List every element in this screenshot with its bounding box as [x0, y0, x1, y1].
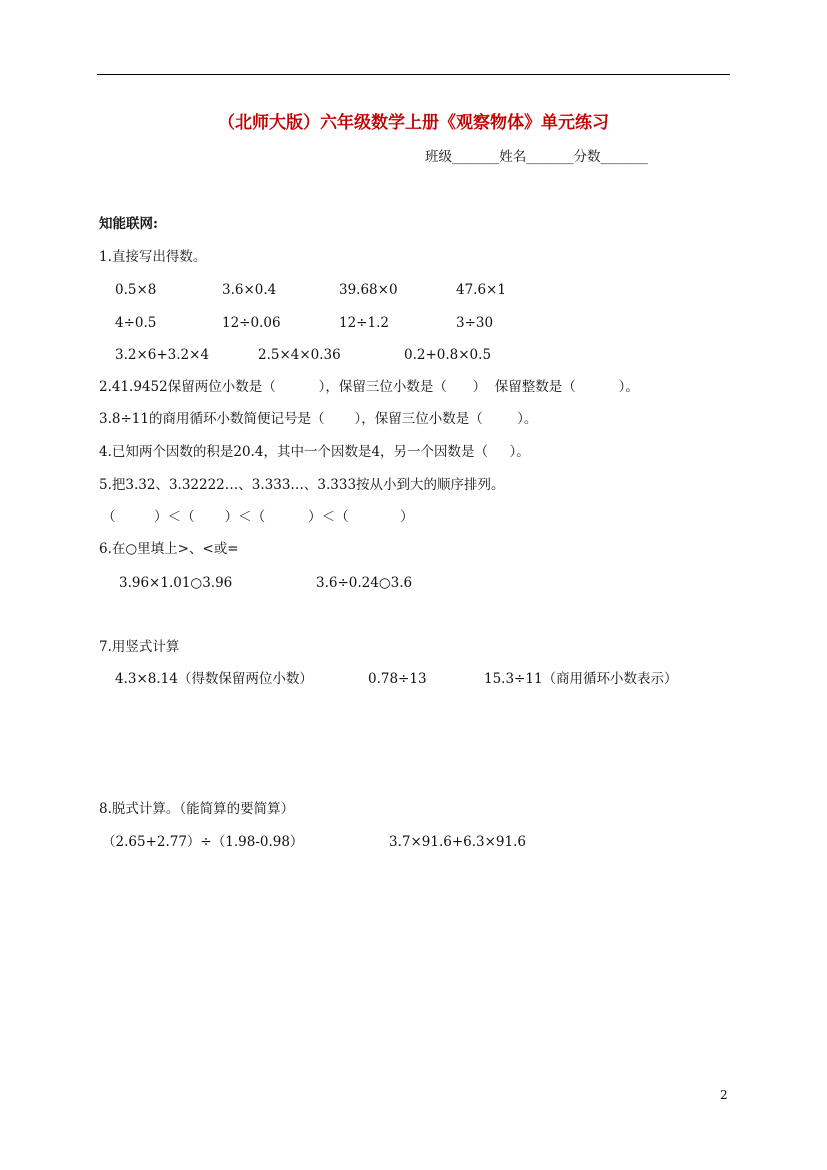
q3-text: 3.8÷11的商用循环小数简便记号是（ ），保留三位小数是（ ）。 — [99, 411, 538, 427]
q6-item: 3.96×1.01○3.96 — [119, 575, 233, 591]
q1-item: 0.2+0.8×0.5 — [404, 347, 492, 363]
q8-item: 3.7×91.6+6.3×91.6 — [389, 834, 526, 850]
header-rule — [97, 74, 730, 75]
q1-item: 47.6×1 — [456, 282, 506, 298]
q7-item: 0.78÷13 — [368, 671, 427, 687]
q7-item: 15.3÷11（商用循环小数表示） — [484, 671, 678, 687]
q1-item: 39.68×0 — [339, 282, 398, 298]
q6-prompt: 6.在○里填上>、<或= — [99, 541, 239, 557]
page-title: （北师大版）六年级数学上册《观察物体》单元练习 — [218, 113, 609, 133]
student-info-line: 班级_______姓名_______分数_______ — [425, 149, 648, 165]
q2-text: 2.41.9452保留两位小数是（ ），保留三位小数是（ ） 保留整数是（ ）。 — [99, 379, 639, 395]
q1-item: 12÷0.06 — [222, 315, 281, 331]
q1-item: 2.5×4×0.36 — [258, 347, 341, 363]
q4-text: 4.已知两个因数的积是20.4，其中一个因数是4，另一个因数是（ ）。 — [99, 444, 530, 460]
q1-item: 0.5×8 — [115, 282, 157, 298]
q6-item: 3.6÷0.24○3.6 — [316, 575, 413, 591]
q5-answer-line: （ ）＜（ ）＜（ ）＜（ ） — [102, 509, 414, 525]
q5-prompt: 5.把3.32、3.32222…、3.333…、3.333按从小到大的顺序排列。 — [99, 477, 505, 493]
q7-item: 4.3×8.14（得数保留两位小数） — [115, 671, 313, 687]
q8-prompt: 8.脱式计算。（能简算的要简算） — [99, 801, 295, 817]
q1-item: 4÷0.5 — [115, 315, 157, 331]
section-heading: 知能联网: — [99, 216, 158, 232]
q1-item: 3.6×0.4 — [222, 282, 277, 298]
q1-item: 12÷1.2 — [339, 315, 389, 331]
q1-prompt: 1.直接写出得数。 — [99, 249, 207, 265]
page-number: 2 — [720, 1088, 728, 1102]
q1-item: 3÷30 — [456, 315, 494, 331]
q1-item: 3.2×6+3.2×4 — [115, 347, 210, 363]
q8-item: （2.65+2.77）÷（1.98-0.98） — [102, 834, 304, 850]
q7-prompt: 7.用竖式计算 — [99, 639, 180, 655]
